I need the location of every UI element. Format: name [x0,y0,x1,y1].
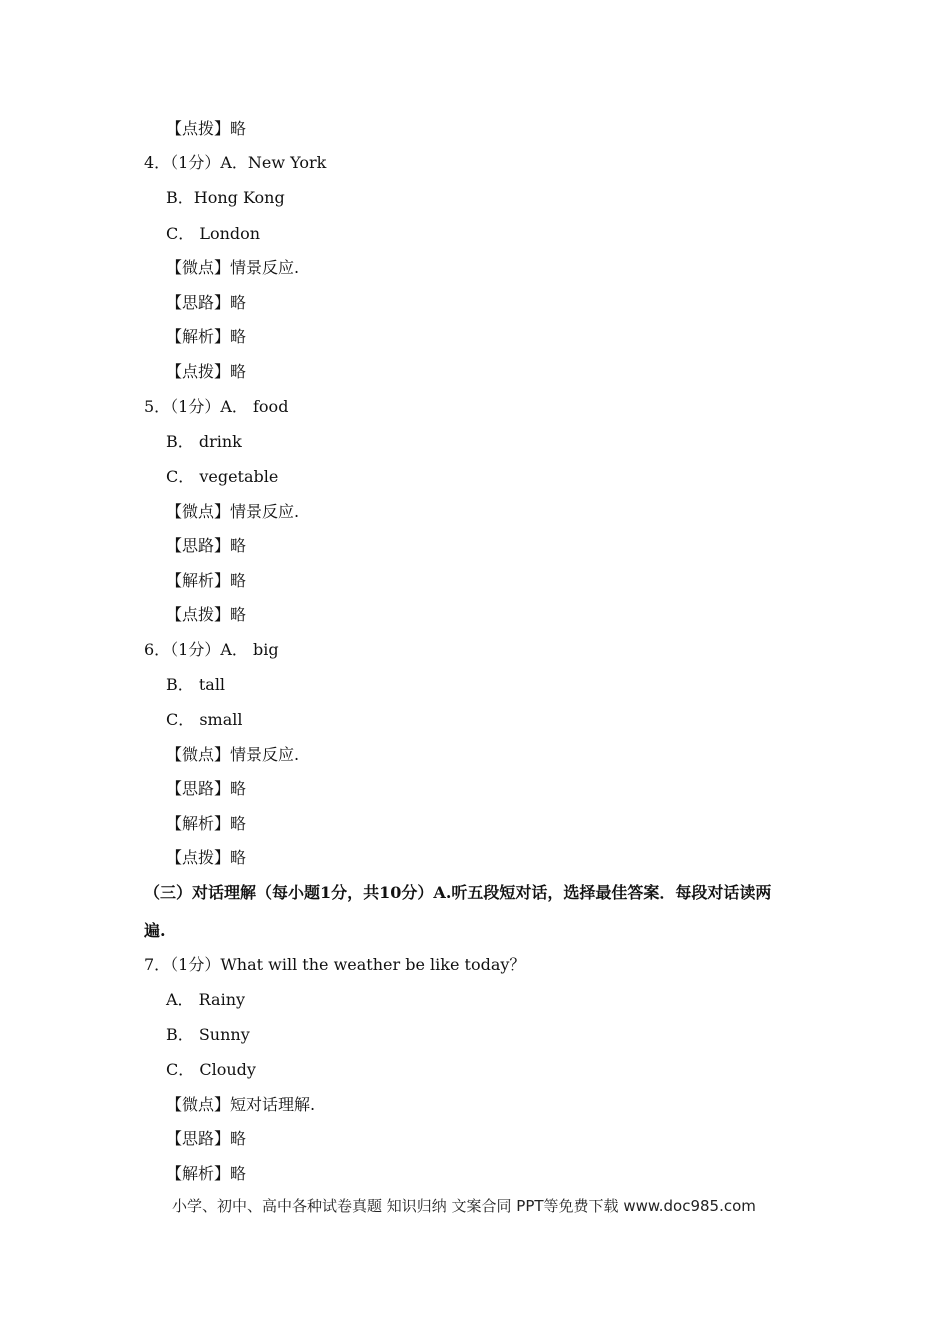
question-4: 4．（1分）A．New York [144,153,327,172]
analysis-label: 【解析】略 [166,1164,247,1183]
idea-label: 【思路】略 [166,293,247,312]
question-6: 6．（1分）A． big [144,640,279,659]
tip-label: 【点拨】略 [166,119,247,138]
option-b: B． Sunny [166,1025,250,1044]
option-b: B． tall [166,675,226,694]
idea-label: 【思路】略 [166,536,247,555]
point-label: 【微点】情景反应. [166,502,300,521]
analysis-label: 【解析】略 [166,814,247,833]
option-b: B． drink [166,432,242,451]
analysis-label: 【解析】略 [166,571,247,590]
question-5: 5．（1分）A． food [144,397,289,416]
idea-label: 【思路】略 [166,779,247,798]
tip-label: 【点拨】略 [166,605,247,624]
tip-label: 【点拨】略 [166,848,247,867]
idea-label: 【思路】略 [166,1129,247,1148]
tip-label: 【点拨】略 [166,362,247,381]
option-b: B．Hong Kong [166,188,285,207]
section-heading-cont: 遍. [144,921,166,940]
point-label: 【微点】情景反应. [166,258,300,277]
footer-banner: 小学、初中、高中各种试卷真题 知识归纳 文案合同 PPT等免费下载 www.doc985.com [172,1197,756,1215]
option-a: A． Rainy [166,990,246,1009]
option-c: C． Cloudy [166,1060,256,1079]
point-label: 【微点】情景反应. [166,745,300,764]
point-label: 【微点】短对话理解. [166,1095,316,1114]
option-c: C． London [166,224,261,243]
analysis-label: 【解析】略 [166,327,247,346]
option-c: C． vegetable [166,467,279,486]
section-heading: （三）对话理解（每小题1分，共10分）A.听五段短对话，选择最佳答案．每段对话读两 [144,883,772,902]
option-c: C． small [166,710,243,729]
question-7: 7．（1分）What will the weather be like today？ [144,955,526,974]
